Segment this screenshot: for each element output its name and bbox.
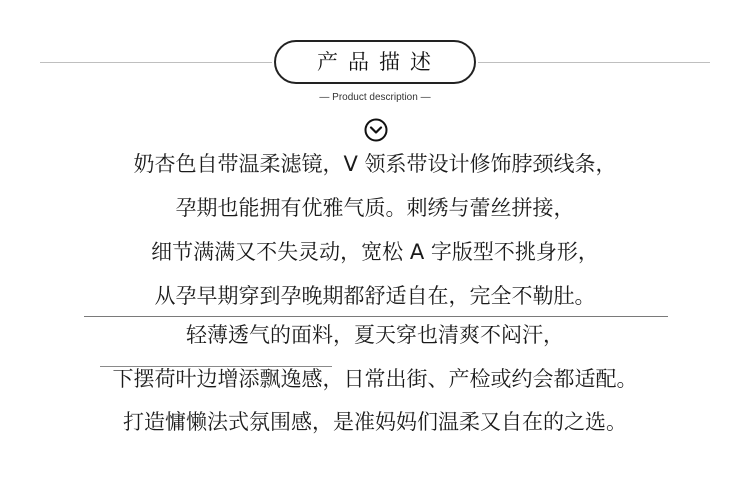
description-line-3: 细节满满又不失灵动，宽松 A 字版型不挑身形， — [151, 240, 599, 264]
section-divider — [84, 316, 668, 317]
chevron-down-circle-icon — [364, 118, 388, 142]
header-rule-right — [478, 62, 710, 63]
description-line-4: 从孕早期穿到孕晚期都舒适自在，完全不勒肚。 — [154, 284, 596, 308]
description-line-7: 打造慵懒法式氛围感，是准妈妈们温柔又自在的之选。 — [123, 410, 627, 434]
description-line-1: 奶杏色自带温柔滤镜，V 领系带设计修饰脖颈线条， — [133, 152, 617, 176]
section-title-badge — [274, 40, 476, 84]
header-rule-left — [40, 62, 272, 63]
description-line-5: 轻薄透气的面料，夏天穿也清爽不闷汗， — [186, 323, 564, 347]
section-title: 产品描述 — [317, 49, 441, 74]
description-line-2: 孕期也能拥有优雅气质。刺绣与蕾丝拼接， — [175, 196, 575, 220]
description-line-6: 下摆荷叶边增添飘逸感，日常出街、产检或约会都适配。 — [112, 367, 638, 391]
section-subtitle: — Product description — — [319, 92, 431, 103]
